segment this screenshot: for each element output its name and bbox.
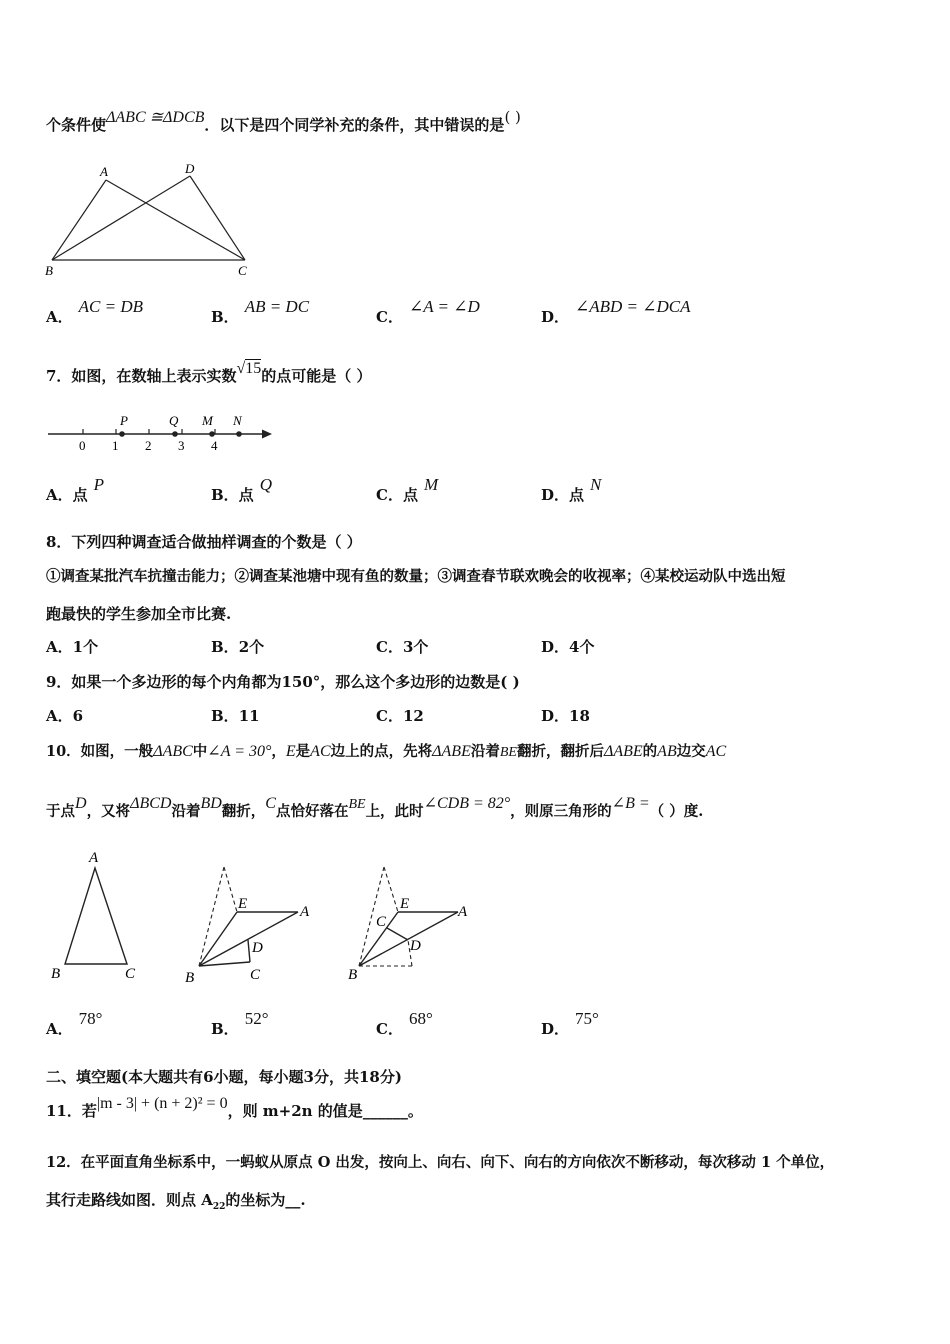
q10-figure-3: [340, 858, 480, 993]
q11-answer-blank[interactable]: ______: [362, 1102, 408, 1120]
option-value: 78°: [78, 1009, 103, 1028]
q10-text: 中: [192, 743, 208, 760]
q12-answer-blank[interactable]: __: [285, 1191, 301, 1209]
q10-text: 上，此时: [365, 803, 424, 820]
option-letter: B．: [211, 308, 239, 326]
q10-text: ，: [271, 743, 286, 760]
option-value: 1个: [72, 638, 99, 656]
dashed-ae-original: [384, 867, 398, 912]
q10-math: D: [75, 795, 87, 812]
q8-body-2: 跑最快的学生参加全市比赛.: [46, 605, 232, 623]
q8-option-b[interactable]: [211, 636, 264, 657]
q8-option-c[interactable]: [376, 636, 428, 657]
option-letter: C．: [376, 308, 403, 326]
q7-option-c[interactable]: [376, 475, 439, 505]
q6-text-b: ．以下是四个同学补充的条件，其中错误的是: [204, 116, 505, 134]
q7-radicand: 15: [245, 360, 262, 377]
point-p: [119, 431, 125, 437]
segment-cd: [248, 940, 250, 962]
q7-stem: [46, 360, 372, 386]
option-value: Q: [259, 475, 272, 494]
q10-figure-1: [45, 846, 155, 986]
point-label-m: M: [202, 413, 213, 428]
q7-sqrt: √15: [236, 360, 262, 377]
fig1-label-b: B: [51, 966, 61, 982]
q10-math: BE: [499, 745, 517, 760]
option-value: 18: [569, 707, 590, 725]
q10-text: 沿着: [171, 803, 201, 820]
option-letter: B．: [211, 707, 239, 725]
option-letter: D．点: [541, 486, 585, 504]
q8-stem: 8．下列四种调查适合做抽样调查的个数是（ ）: [46, 533, 362, 551]
option-letter: A．: [46, 638, 73, 656]
q7-option-a[interactable]: [46, 475, 105, 505]
point-n: [236, 431, 242, 437]
q12-text: 其行走路线如图．则点 A: [46, 1191, 213, 1209]
q10-math: ΔABE: [432, 743, 471, 760]
option-letter: C．: [376, 638, 403, 656]
option-value: 68°: [408, 1009, 433, 1028]
q9-stem: 9．如果一个多边形的每个内角都为150°，那么这个多边形的边数是( ): [46, 673, 520, 691]
q10-math: ∠CDB = 82°: [423, 795, 511, 812]
option-value: N: [590, 475, 602, 494]
option-letter: D．: [541, 1020, 570, 1038]
option-letter: B．点: [211, 486, 254, 504]
option-letter: D．: [541, 308, 570, 326]
q6-figure: [40, 158, 270, 283]
q10-math: AC: [705, 743, 727, 760]
segment-ba: [199, 912, 298, 966]
tick-label-2: 2: [145, 438, 152, 453]
q10-option-d[interactable]: [541, 1009, 599, 1039]
q10-option-c[interactable]: [376, 1009, 433, 1039]
q9-option-d[interactable]: [541, 705, 590, 726]
q7-option-b[interactable]: [211, 475, 272, 505]
fig3-label-b: B: [348, 967, 358, 983]
triangle-abc: [65, 868, 127, 964]
q10-text: 的: [642, 743, 658, 760]
q10-text: 于点: [46, 803, 75, 820]
dashed-ae-original: [224, 867, 237, 912]
q10-figure-2: [180, 858, 320, 993]
q6-label-d: D: [185, 161, 195, 176]
q10-math: ∠A = 30°: [207, 743, 272, 760]
fig2-label-b: B: [185, 970, 195, 986]
tick-label-0: 0: [79, 438, 86, 453]
q6-option-a[interactable]: [46, 297, 143, 327]
q12-subscript: 22: [212, 1202, 226, 1212]
fig3-label-e: E: [400, 896, 410, 912]
option-value: 2个: [238, 638, 265, 656]
q6-stem: [46, 108, 521, 135]
section-2-title: 二、填空题(本大题共有6小题，每小题3分，共18分): [46, 1068, 402, 1086]
option-value: AB = DC: [244, 297, 310, 316]
q8-body-1: ①调查某批汽车抗撞击能力；②调查某池塘中现有鱼的数量；③调查春节联欢晚会的收视率；④某校运动队中选出短: [46, 568, 786, 585]
q10-math: ΔABC: [153, 743, 193, 760]
option-value: 52°: [244, 1009, 269, 1028]
q7-text-b: 的点可能是（ ）: [261, 367, 372, 385]
q11-equation: |m - 3| + (n + 2)² = 0: [96, 1095, 228, 1112]
option-letter: B．: [211, 638, 239, 656]
q6-label-b: B: [45, 263, 53, 278]
q10-option-a[interactable]: [46, 1009, 103, 1039]
q7-text-a: 7．如图，在数轴上表示实数: [46, 367, 237, 385]
q6-text-a: 个条件使: [46, 116, 107, 134]
option-value: 12: [402, 707, 424, 725]
q10-text: 边交: [676, 743, 706, 760]
fig1-label-c: C: [125, 966, 136, 982]
q9-option-b[interactable]: [211, 705, 260, 726]
q6-congruence-condition: ΔABC ≅ΔDCB: [106, 109, 205, 126]
option-value: AC = DB: [78, 297, 143, 316]
fig2-label-e: E: [238, 896, 248, 912]
option-letter: C．: [376, 1020, 403, 1038]
q11-text: ，则 m+2n 的值是: [227, 1102, 363, 1120]
q6-option-c[interactable]: [376, 297, 480, 327]
fig3-label-c: C: [376, 914, 387, 930]
option-value: M: [423, 475, 439, 494]
option-letter: A．: [46, 308, 73, 326]
q11-text: 11．若: [46, 1102, 97, 1120]
q10-math: BD: [200, 795, 222, 812]
segment-be: [199, 912, 237, 966]
q6-option-d[interactable]: [541, 297, 691, 327]
option-value: 11: [238, 707, 260, 725]
option-value: 4个: [569, 638, 595, 656]
option-letter: B．: [211, 1020, 239, 1038]
q10-text: 边上的点，先将: [330, 743, 433, 760]
q6-answer-paren: ( ): [504, 108, 521, 126]
q10-option-b[interactable]: [211, 1009, 269, 1039]
tick-label-3: 3: [178, 438, 185, 453]
q10-text: ，则原三角形的: [510, 803, 612, 820]
option-letter: C．点: [376, 486, 418, 504]
option-value: ∠ABD = ∠DCA: [575, 297, 691, 316]
q9-option-c[interactable]: [376, 705, 424, 726]
q12-line-1: 12．在平面直角坐标系中，一蚂蚁从原点 O 出发，按向上、向右、向下、向右的方向依次不断移动，每次移动 1 个单位，: [46, 1154, 835, 1171]
q6-label-c: C: [238, 263, 247, 278]
segment-cd: [387, 928, 408, 940]
option-value: ∠A = ∠D: [408, 297, 480, 316]
q10-stem-line2: [46, 795, 704, 821]
q10-math: AC: [310, 743, 331, 760]
q7-option-d[interactable]: [541, 475, 602, 505]
q11-stem: [46, 1095, 423, 1121]
q10-math: BE: [348, 797, 366, 812]
dashed-ba-original: [199, 867, 224, 966]
segment-ba: [359, 912, 458, 966]
option-value: P: [93, 475, 105, 494]
option-value: 6: [72, 707, 84, 725]
q8-option-d[interactable]: [541, 636, 594, 657]
option-letter: D．: [541, 638, 570, 656]
fig2-label-a: A: [300, 904, 310, 920]
point-m: [209, 431, 215, 437]
q12-line-2: [46, 1189, 306, 1212]
q10-text: 是: [295, 743, 311, 760]
q10-text: （ ）度.: [649, 803, 704, 820]
q10-math: E: [285, 743, 296, 760]
q12-text: 的坐标为: [225, 1191, 286, 1209]
q10-math: AB: [657, 743, 677, 760]
q10-math: C: [265, 795, 276, 812]
q10-text: 点恰好落在: [275, 803, 349, 820]
q6-option-b[interactable]: [211, 297, 310, 327]
option-letter: A．: [46, 707, 73, 725]
q10-text: 翻折，翻折后: [516, 743, 604, 760]
q6-segment-ba: [52, 180, 106, 260]
q10-math: ΔBCD: [130, 795, 172, 812]
point-label-p: P: [120, 413, 128, 428]
q7-number-line: [40, 410, 280, 455]
q6-label-a: A: [100, 164, 108, 179]
q10-math: ∠B =: [611, 795, 650, 812]
option-letter: D．: [541, 707, 570, 725]
q9-option-a[interactable]: [46, 705, 83, 726]
fig2-label-c: C: [250, 967, 261, 983]
fig2-label-d: D: [252, 940, 263, 956]
q6-segment-dc: [190, 176, 245, 260]
fig3-label-d: D: [410, 938, 421, 954]
option-value: 3个: [402, 638, 429, 656]
q11-text: 。: [407, 1102, 423, 1120]
q10-stem-line1: [46, 740, 726, 761]
point-label-n: N: [233, 413, 242, 428]
q6-segment-ac: [106, 180, 245, 260]
q10-text: ，又将: [86, 803, 131, 820]
point-q: [172, 431, 178, 437]
q12-text: .: [300, 1191, 306, 1209]
q10-text: 翻折，: [221, 803, 266, 820]
tick-label-1: 1: [112, 438, 119, 453]
fig3-label-a: A: [458, 904, 468, 920]
point-label-q: Q: [169, 413, 179, 428]
tick-label-4: 4: [211, 438, 218, 453]
option-letter: A．点: [46, 486, 88, 504]
q10-text: 10．如图，一般: [46, 743, 154, 760]
q10-math: ΔABE: [603, 743, 643, 760]
q10-text: 沿着: [470, 743, 500, 760]
axis-arrow-icon: [262, 430, 272, 439]
option-value: 75°: [575, 1009, 599, 1028]
option-letter: C．: [376, 707, 403, 725]
fig1-label-a: A: [89, 850, 99, 866]
option-letter: A．: [46, 1020, 73, 1038]
q8-option-a[interactable]: [46, 636, 98, 657]
